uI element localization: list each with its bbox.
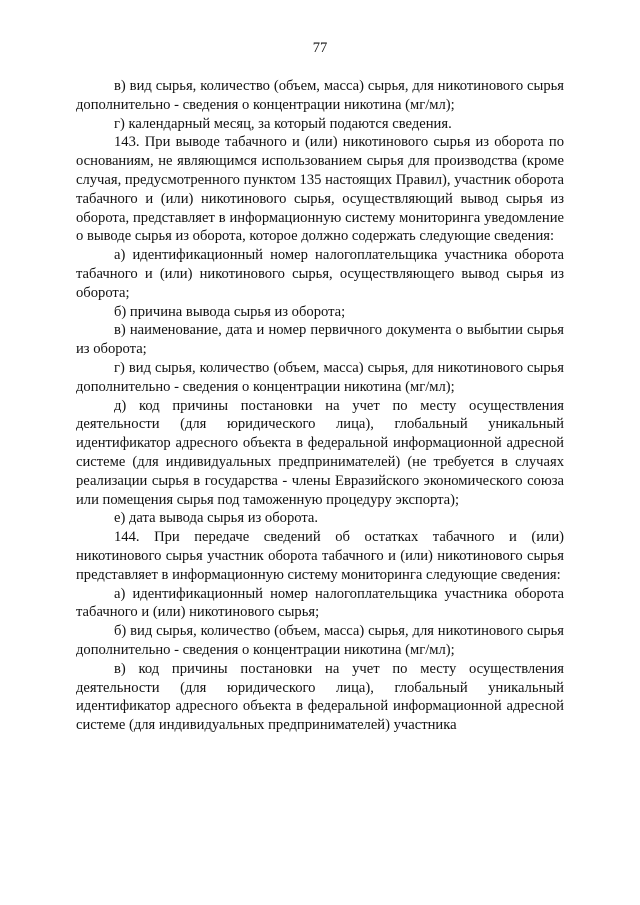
paragraph: а) идентификационный номер налогоплательщика участника оборота табачного и (или) никотинового сырья; <box>76 585 564 621</box>
paragraph: е) дата вывода сырья из оборота. <box>114 510 319 527</box>
paragraph: в) код причины постановки на учет по месту осуществления деятельности (для юридического лица), глобальный уникальный идентификатор адресного объекта в федеральной информационной адресной системе (для индивидуальных предпринимателей) участника <box>76 660 564 734</box>
paragraph: б) причина вывода сырья из оборота; <box>114 303 346 320</box>
paragraph: 144. При передаче сведений об остатках табачного и (или) никотинового сырья участник оборота табачного и (или) никотинового сырья представляет в информационную систему мониторинга следующие сведения: <box>76 529 564 583</box>
paragraph: а) идентификационный номер налогоплательщика участника оборота табачного и (или) никотинового сырья, осуществляющего вывод сырья из оборота; <box>76 247 564 301</box>
page-number: 77 <box>312 40 328 56</box>
paragraph: 143. При выводе табачного и (или) никотинового сырья из оборота по основаниям, не являющимся использованием сырья для производства (кроме случая, предусмотренного пунктом 135 настоящих Правил), участник оборота табачного и (или) никотинового сырья, осуществляющий вывод сырья из оборота, представляет в информационную систему мониторинга уведомление о выводе сырья из оборота, которое должно содержать следующие сведения: <box>76 134 564 245</box>
document-body <box>76 77 564 735</box>
paragraph: в) наименование, дата и номер первичного документа о выбытии сырья из оборота; <box>76 322 564 358</box>
paragraph: б) вид сырья, количество (объем, масса) сырья, для никотинового сырья дополнительно - сведения о концентрации никотина (мг/мл); <box>76 623 564 658</box>
paragraph: г) календарный месяц, за который подаются сведения. <box>114 115 452 132</box>
paragraph: д) код причины постановки на учет по месту осуществления деятельности (для юридического лица), глобальный уникальный идентификатор адресного объекта в федеральной информационной адресной системе (для индивидуальных предпринимателей) (не требуется в случаях реализации сырья в государства - члены Евразийского экономического союза или помещения сырья под таможенную процедуру экспорта); <box>76 397 564 508</box>
paragraph: в) вид сырья, количество (объем, масса) сырья, для никотинового сырья дополнительно - сведения о концентрации никотина (мг/мл); <box>76 78 564 113</box>
paragraph: г) вид сырья, количество (объем, масса) сырья, для никотинового сырья дополнительно - сведения о концентрации никотина (мг/мл); <box>76 359 564 395</box>
